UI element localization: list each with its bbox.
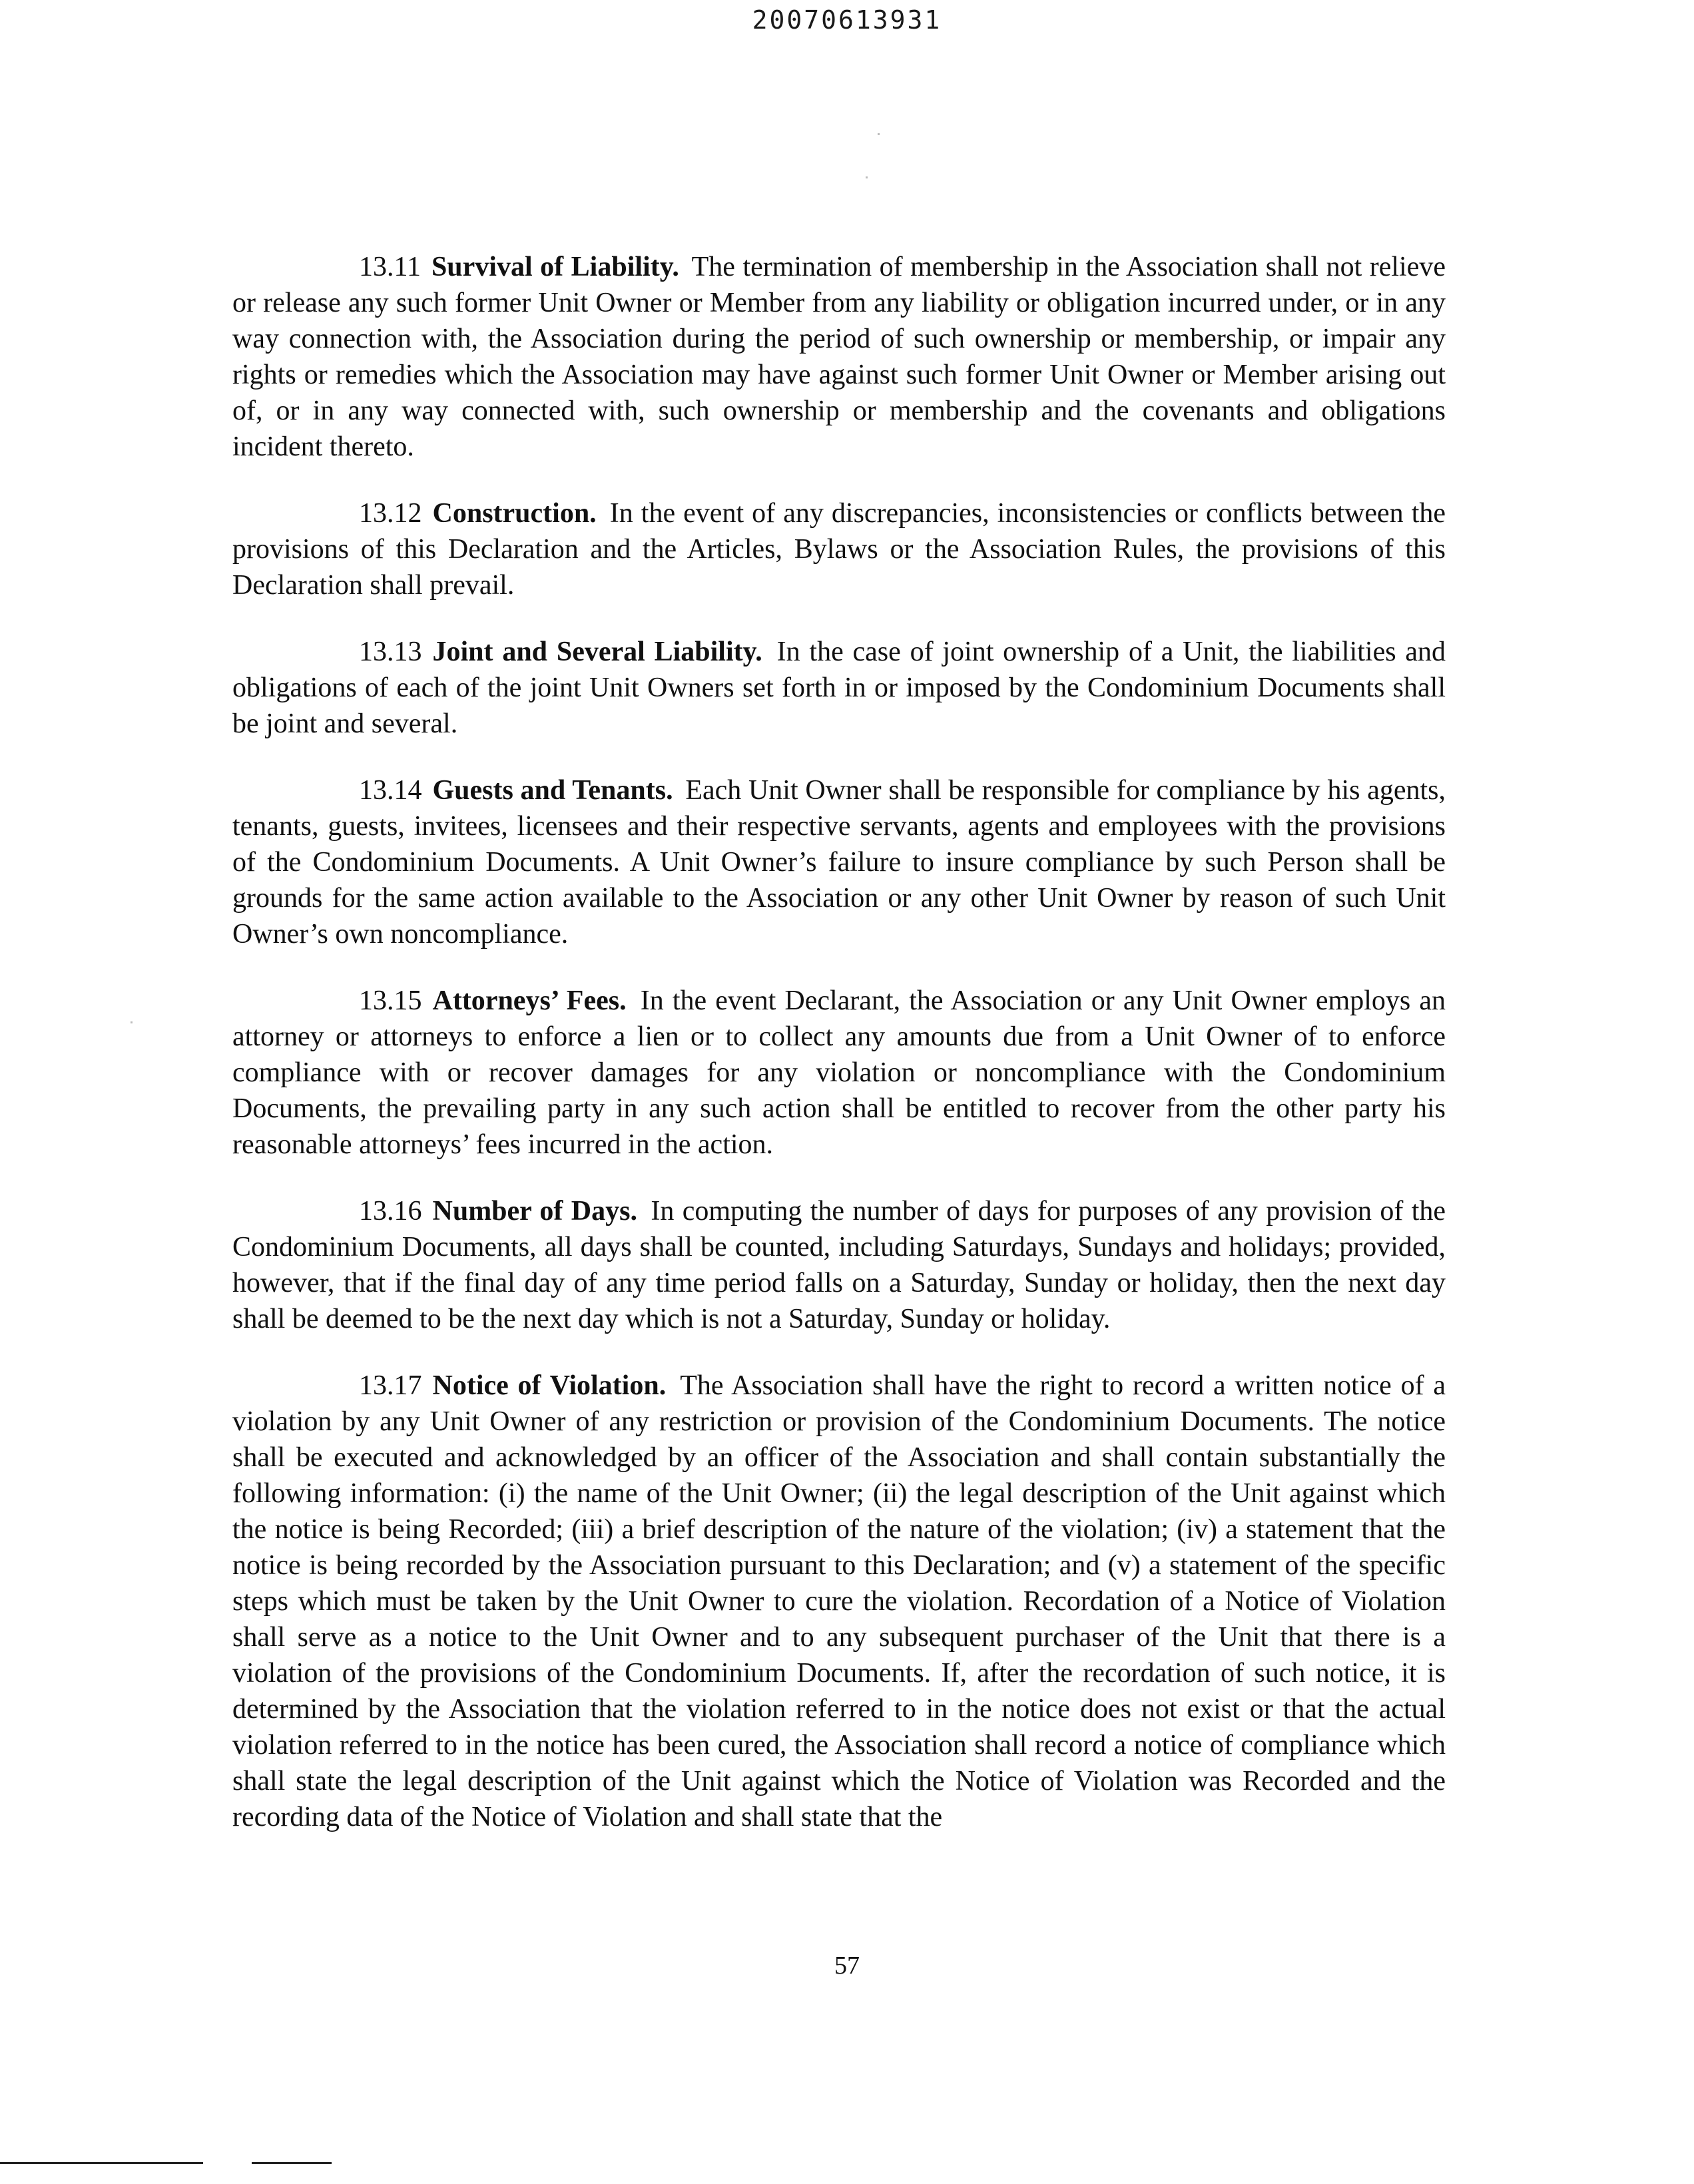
section-13-11 xyxy=(232,249,1446,465)
section-text: Each Unit Owner shall be responsible for compliance by his agents, tenants, guests, invitees, licensees and their respective servants, agents and employees with the provisions of the Condominium Documents. A Unit Owner’s failure to insure compliance by such Person shall be grounds for the same action available to the Association or any other Unit Owner by reason of such Unit Owner’s own noncompliance. xyxy=(232,775,1446,950)
section-heading: Construction. xyxy=(432,498,597,529)
page-number: 57 xyxy=(834,1952,860,1980)
section-number: 13.14 xyxy=(359,775,422,806)
section-heading: Survival of Liability. xyxy=(431,252,679,282)
footer-rule xyxy=(252,2162,332,2164)
section-number: 13.16 xyxy=(359,1196,422,1227)
section-number: 13.13 xyxy=(359,637,422,667)
section-13-12 xyxy=(232,495,1446,603)
section-heading: Joint and Several Liability. xyxy=(432,637,762,667)
section-heading: Attorneys’ Fees. xyxy=(432,985,627,1016)
section-text: In computing the number of days for purposes of any provision of the Condominium Documents, all days shall be counted, including Saturdays, Sundays and holidays; provided, however, that if the final day of any time period falls on a Saturday, Sunday or holiday, then the next day shall be deemed to be the next day which is not a Saturday, Sunday or holiday. xyxy=(232,1196,1446,1334)
section-heading: Guests and Tenants. xyxy=(432,775,673,806)
section-13-13 xyxy=(232,634,1446,742)
section-number: 13.17 xyxy=(359,1370,422,1401)
scan-speck xyxy=(131,1021,133,1023)
section-text: In the case of joint ownership of a Unit, the liabilities and obligations of each of the joint Unit Owners set forth in or imposed by the Condominium Documents shall be joint and several. xyxy=(232,637,1446,739)
document-body xyxy=(232,249,1446,1866)
scan-speck xyxy=(866,176,868,178)
section-text: In the event Declarant, the Association or any Unit Owner employs an attorney or attorneys to enforce a lien or to collect any amounts due from a Unit Owner of to enforce compliance with or recover damages for any violation or noncompliance with the Condominium Documents, the prevailing party in any such action shall be entitled to recover from the other party his reasonable attorneys’ fees incurred in the action. xyxy=(232,985,1446,1160)
section-text: In the event of any discrepancies, inconsistencies or conflicts between the provisions of this Declaration and the Articles, Bylaws or the Association Rules, the provisions of this Declaration shall prevail. xyxy=(232,498,1446,601)
section-13-15 xyxy=(232,983,1446,1163)
section-heading: Notice of Violation. xyxy=(432,1370,667,1401)
document-number: 20070613931 xyxy=(752,5,942,35)
section-number: 13.15 xyxy=(359,985,422,1016)
section-text: The Association shall have the right to record a written notice of a violation by any Unit Owner of any restriction or provision of the Condominium Documents. The notice shall be executed and acknowledged by an officer of the Association and shall contain substantially the following information: (i) the name of the Unit Owner; (ii) the legal description of the Unit against which the notice is being Recorded; (iii) a brief description of the nature of the violation; (iv) a statement that the notice is being recorded by the Association pursuant to this Declaration; and (v) a statement of the specific steps which must be taken by the Unit Owner to cure the violation. Recordation of a Notice of Violation shall serve as a notice to the Unit Owner and to any subsequent purchaser of the Unit that there is a violation of the provisions of the Condominium Documents. If, after the recordation of such notice, it is determined by the Association that the violation referred to in the notice does not exist or that the actual violation referred to in the notice has been cured, the Association shall record a notice of compliance which shall state the legal description of the Unit against which the Notice of Violation was Recorded and the recording data of the Notice of Violation and shall state that the xyxy=(232,1370,1446,1832)
section-number: 13.12 xyxy=(359,498,422,529)
section-heading: Number of Days. xyxy=(432,1196,637,1227)
section-13-16 xyxy=(232,1193,1446,1337)
section-13-17 xyxy=(232,1368,1446,1835)
section-text: The termination of membership in the Association shall not relieve or release any such former Unit Owner or Member from any liability or obligation incurred under, or in any way connection with, the Association during the period of such ownership or membership, or impair any rights or remedies which the Association may have against such former Unit Owner or Member arising out of, or in any way connected with, such ownership or membership and the covenants and obligations incident thereto. xyxy=(232,252,1446,462)
footer-rule xyxy=(0,2162,203,2164)
section-number: 13.11 xyxy=(359,252,421,282)
section-13-14 xyxy=(232,772,1446,952)
scan-speck xyxy=(878,133,880,135)
